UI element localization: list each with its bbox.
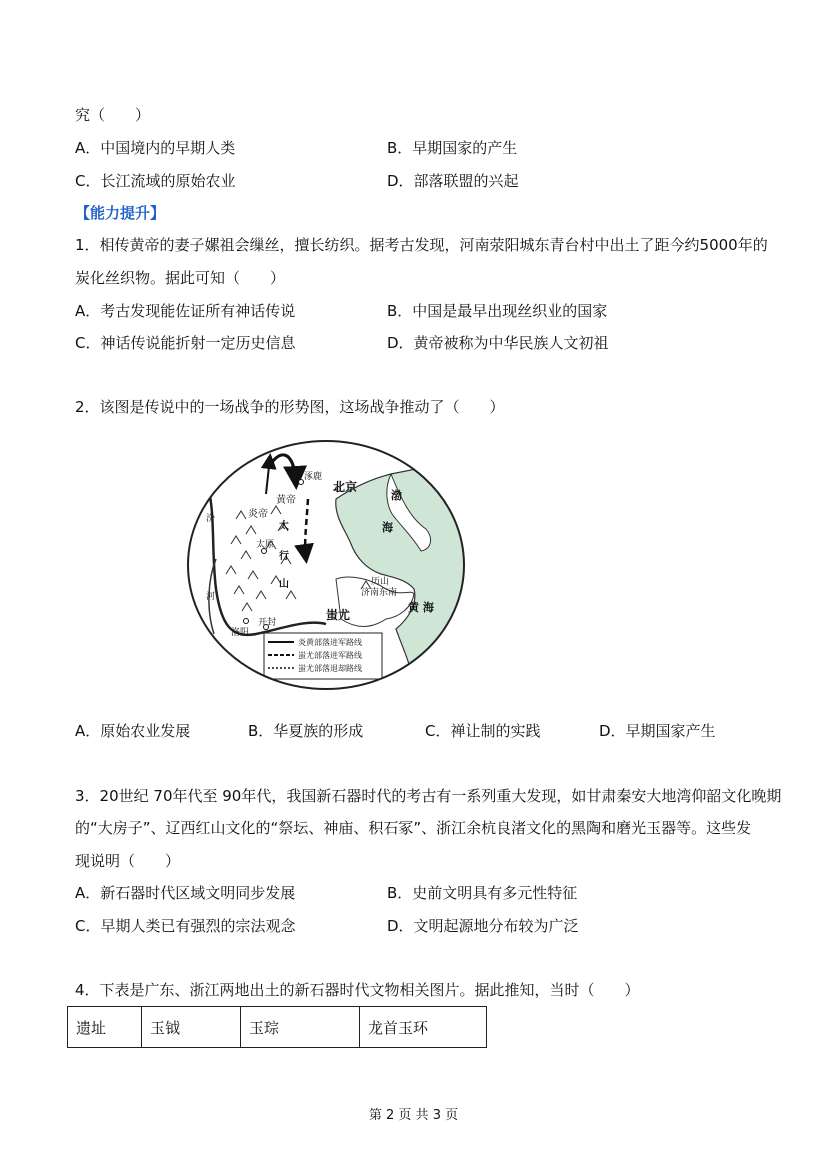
table-header-cell: 遗址 xyxy=(68,1007,142,1048)
q3-option-d: D．文明起源地分布较为广泛 xyxy=(387,917,579,935)
q2-option-c: C．禅让制的实践 xyxy=(425,722,541,740)
q3-stem-line3: 现说明（ ） xyxy=(75,852,181,870)
q2-stem: 2．该图是传说中的一场战争的形势图，这场战争推动了（ ） xyxy=(75,398,505,416)
luoyang-marker xyxy=(244,619,249,624)
label-hai: 海 xyxy=(382,521,393,534)
label-taihang-2: 行 xyxy=(279,551,289,562)
label-bo: 渤 xyxy=(391,489,402,502)
label-beijing: 北京 xyxy=(333,480,358,494)
label-taihang-1: 太 xyxy=(279,521,289,532)
q3-option-b: B．史前文明具有多元性特征 xyxy=(387,884,578,902)
q4-stem: 4．下表是广东、浙江两地出土的新石器时代文物相关图片。据此推知，当时（ ） xyxy=(75,981,640,999)
zhuolu-marker xyxy=(299,480,304,485)
label-kaifeng: 开封 xyxy=(258,618,277,628)
table-header-row xyxy=(68,1007,487,1048)
label-lishan: 历山 xyxy=(371,577,390,587)
q3-stem-line2: 的“大房子”、辽西红山文化的“祭坛、神庙、积石冢”、浙江余杭良渚文化的黑陶和磨光玉器等。这些发 xyxy=(75,819,752,837)
q1-option-a: A．考古发现能佐证所有神话传说 xyxy=(75,302,296,320)
q1-stem-line2: 炭化丝织物。据此可知（ ） xyxy=(75,269,286,287)
prev-option-c: C．长江流域的原始农业 xyxy=(75,172,236,190)
legend-text-chiyou-retreat: 蚩尤部落退却路线 xyxy=(298,664,362,673)
q1-option-b: B．中国是最早出现丝织业的国家 xyxy=(387,302,608,320)
table-header-cell: 玉钺 xyxy=(142,1007,241,1048)
q3-option-a: A．新石器时代区域文明同步发展 xyxy=(75,884,296,902)
label-taiyuan: 太原 xyxy=(256,540,275,550)
q3-option-c: C．早期人类已有强烈的宗法观念 xyxy=(75,917,296,935)
q1-stem-line1: 1．相传黄帝的妻子嫘祖会缫丝，擅长纺织。据考古发现，河南荥阳城东青台村中出土了距今约5000年的 xyxy=(75,236,768,254)
label-fen: 汾 xyxy=(206,514,216,524)
q2-option-b: B．华夏族的形成 xyxy=(248,722,364,740)
label-huanghai: 黄 海 xyxy=(408,601,434,614)
label-chiyou: 蚩尤 xyxy=(326,608,351,622)
prev-option-d: D．部落联盟的兴起 xyxy=(387,172,519,190)
label-luoyang: 洛阳 xyxy=(231,628,250,638)
table-header-cell: 龙首玉环 xyxy=(360,1007,487,1048)
q2-option-d: D．早期国家产生 xyxy=(599,722,716,740)
prev-option-a: A．中国境内的早期人类 xyxy=(75,139,236,157)
page-footer: 第 2 页 共 3 页 xyxy=(368,1108,459,1123)
label-he: 河 xyxy=(206,592,216,602)
table-header-cell: 玉琮 xyxy=(241,1007,360,1048)
q1-option-c: C．神话传说能折射一定历史信息 xyxy=(75,334,296,352)
q3-stem-line1: 3．20世纪 70年代至 90年代，我国新石器时代的考古有一系列重大发现，如甘肃秦安大地湾仰韶文化晚期 xyxy=(75,787,782,805)
q1-option-d: D．黄帝被称为中华民族人文初祖 xyxy=(387,334,609,352)
label-huangdi: 黄帝 xyxy=(276,495,296,506)
prev-option-b: B．早期国家的产生 xyxy=(387,139,518,157)
label-jinan: 济南东南 xyxy=(361,588,398,598)
prev-question-stem-tail: 究（ ） xyxy=(75,106,151,124)
battle-map xyxy=(186,439,466,691)
legend-text-yanhuang: 炎黄部落进军路线 xyxy=(298,638,362,647)
label-zhuolu: 涿鹿 xyxy=(304,472,323,482)
section-title: 【能力提升】 xyxy=(75,204,166,222)
battle-map-svg xyxy=(186,439,466,691)
q2-option-a: A．原始农业发展 xyxy=(75,722,191,740)
legend-text-chiyou-advance: 蚩尤部落进军路线 xyxy=(298,651,362,660)
relics-table xyxy=(67,1006,487,1048)
label-yandi: 炎帝 xyxy=(248,509,268,520)
label-taihang-3: 山 xyxy=(279,579,289,590)
